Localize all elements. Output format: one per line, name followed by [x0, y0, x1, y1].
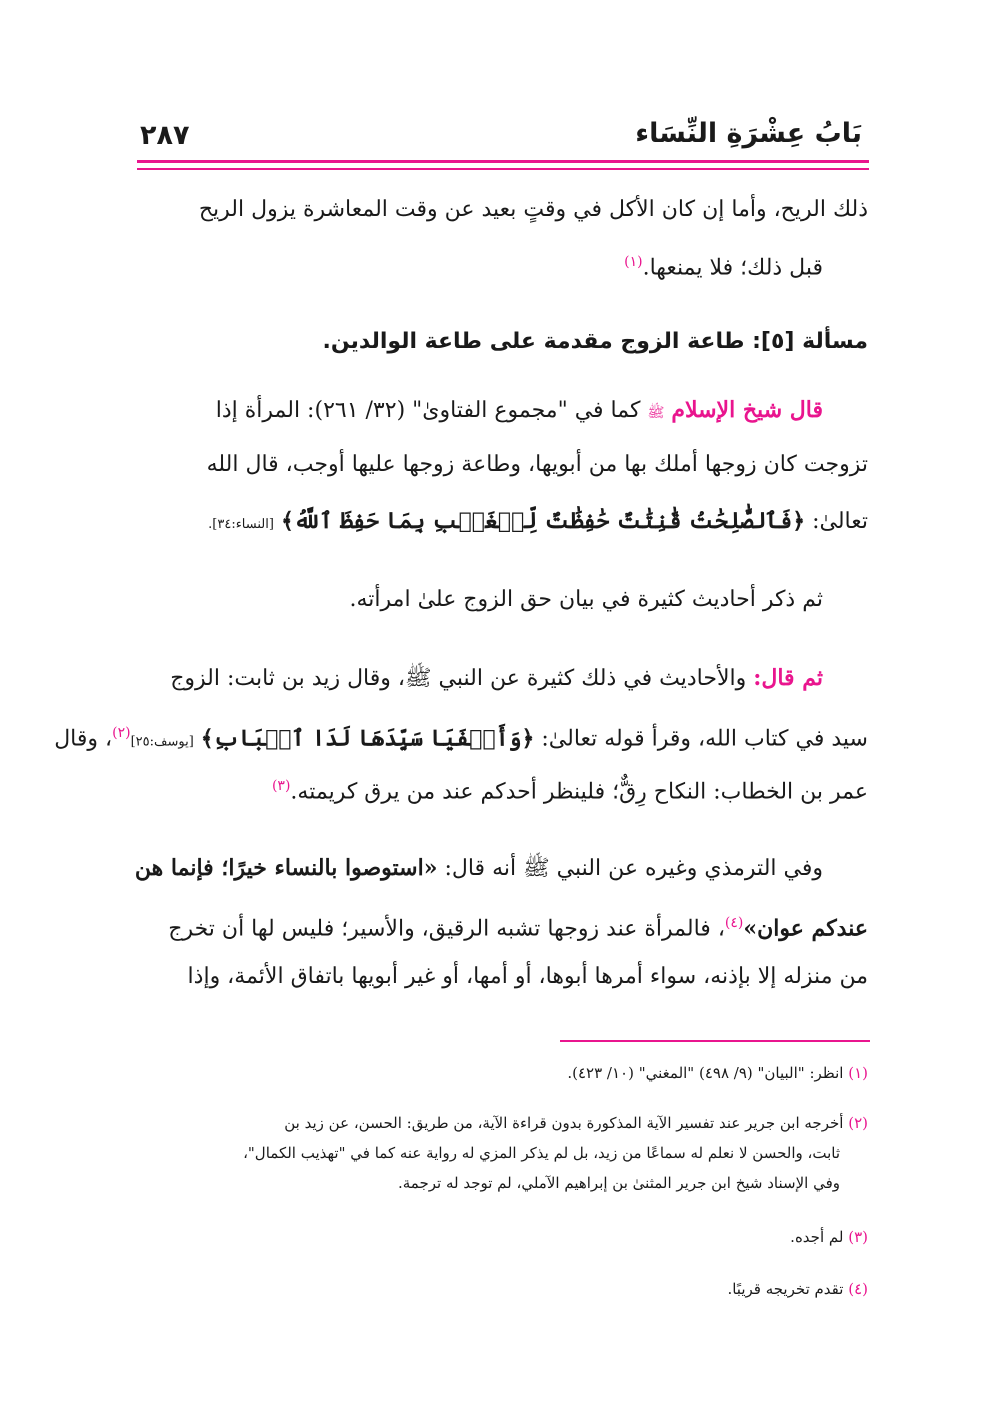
text-line: تعالىٰ: ﴿فَٱلصَّٰلِحَٰتُ قَٰنِتَٰتٌ حَٰفِظَٰتٌ لِّلۡغَيۡبِ بِمَا حَفِظَ ٱللَّهُ﴾ [النساء:٣٤]. — [208, 508, 868, 534]
paragraph-3 — [136, 578, 868, 622]
verse-reference: [يوسف:٢٥] — [130, 734, 194, 750]
page-number: ٢٨٧ — [140, 120, 190, 151]
paragraph-1 — [136, 182, 868, 286]
footnote-ref: (٣) — [271, 778, 291, 794]
footnote: (٢) أخرجه ابن جرير عند تفسير الآية المذكورة بدون قراءة الآية، من طريق: الحسن، عن زيد بن — [284, 1114, 868, 1132]
speaker-name: ثم قال: — [753, 665, 823, 691]
text-line: وفي الترمذي وغيره عن النبي ﷺ أنه قال: «استوصوا بالنساء خيرًا؛ فإنما هن — [134, 855, 823, 881]
text-line: عمر بن الخطاب: النكاح رِقٌّ؛ فلينظر أحدكم عند من يرق كريمته.$^{(٣)}$ — [271, 778, 868, 805]
issue-text: طاعة الزوج مقدمة على طاعة الوالدين. — [322, 329, 745, 354]
text-line: عندكم عوان»$^{(٤)}$، فالمرأة عند زوجها تشبه الرقيق، والأسير؛ فليس لها أن تخرج — [168, 915, 868, 942]
text-line: ثم قال: والأحاديث في ذلك كثيرة عن النبي ﷺ، وقال زيد بن ثابت: الزوج — [170, 665, 823, 691]
paragraph-2 — [136, 383, 868, 549]
text-line: ذلك الريح، وأما إن كان الأكل في وقتٍ بعيد عن وقت المعاشرة يزول الريح — [198, 197, 868, 222]
hadith-quote: عندكم عوان» — [743, 915, 868, 942]
paragraph-4 — [54, 650, 868, 812]
text-line: قال شيخ الإسلام ﷺ كما في "مجموع الفتاوىٰ" (٣٢/ ٢٦١): المرأة إذا — [215, 397, 823, 423]
text-line: قبل ذلك؛ فلا يمنعها.$^{(١)}$ — [624, 254, 823, 281]
text-line: ثم ذكر أحاديث كثيرة في بيان حق الزوج علىٰ امرأته. — [349, 587, 823, 612]
text-line: تزوجت كان زوجها أملك بها من أبويها، وطاعة زوجها عليها أوجب، قال الله — [206, 452, 868, 477]
text-line: من منزله إلا بإذنه، سواء أمرها أبوها، أو أمها، أو غير أبويها باتفاق الأئمة، وإذا — [187, 964, 868, 989]
footnote-separator — [560, 1040, 870, 1042]
footnote-continuation: ثابت، والحسن لا نعلم له سماعًا من زيد، بل لم يذكر المزي له رواية عنه كما في "تهذيب الكمال"، — [243, 1144, 840, 1162]
quran-verse: ﴿فَٱلصَّٰلِحَٰتُ قَٰنِتَٰتٌ حَٰفِظَٰتٌ لِّلۡغَيۡبِ بِمَا حَفِظَ ٱللَّهُ﴾ — [280, 508, 806, 534]
speaker-name: قال شيخ الإسلام — [671, 397, 823, 423]
footnote: (١) انظر: "البيان" (٩/ ٤٩٨) "المغني" (١٠/ ٤٢٣). — [567, 1064, 868, 1082]
header-rule-thin — [137, 168, 869, 170]
header-rule-thick — [137, 160, 869, 163]
paragraph-5 — [136, 840, 868, 1004]
chapter-title: بَابُ عِشْرَةِ النِّسَاء — [635, 118, 862, 149]
footnote-ref: (٤) — [724, 915, 744, 931]
footnote-ref: (٢) — [112, 725, 131, 741]
issue-label: مسألة [٥]: — [752, 329, 868, 354]
hadith-quote: «استوصوا بالنساء خيرًا؛ فإنما هن — [134, 855, 438, 881]
footnote: (٣) لم أجده. — [790, 1228, 868, 1246]
text-line: سيد في كتاب الله، وقرأ قوله تعالىٰ: ﴿وَأَلۡفَيَا سَيِّدَهَا لَدَا ٱلۡبَابِ﴾ [يوسف:٢٥]$^{(٢)}$، وقال — [54, 725, 868, 752]
issue-heading — [136, 322, 868, 362]
footnote: (٤) تقدم تخريجه قريبًا. — [727, 1280, 868, 1298]
footnote-continuation: وفي الإسناد شيخ ابن جرير المثنىٰ بن إبراهيم الآملي، لم توجد له ترجمة. — [397, 1174, 840, 1192]
verse-reference: [النساء:٣٤]. — [208, 517, 274, 532]
footnote-ref: (١) — [624, 254, 643, 270]
quran-verse: ﴿وَأَلۡفَيَا سَيِّدَهَا لَدَا ٱلۡبَابِ﴾ — [200, 725, 535, 752]
honorific: ﷺ — [647, 405, 665, 421]
